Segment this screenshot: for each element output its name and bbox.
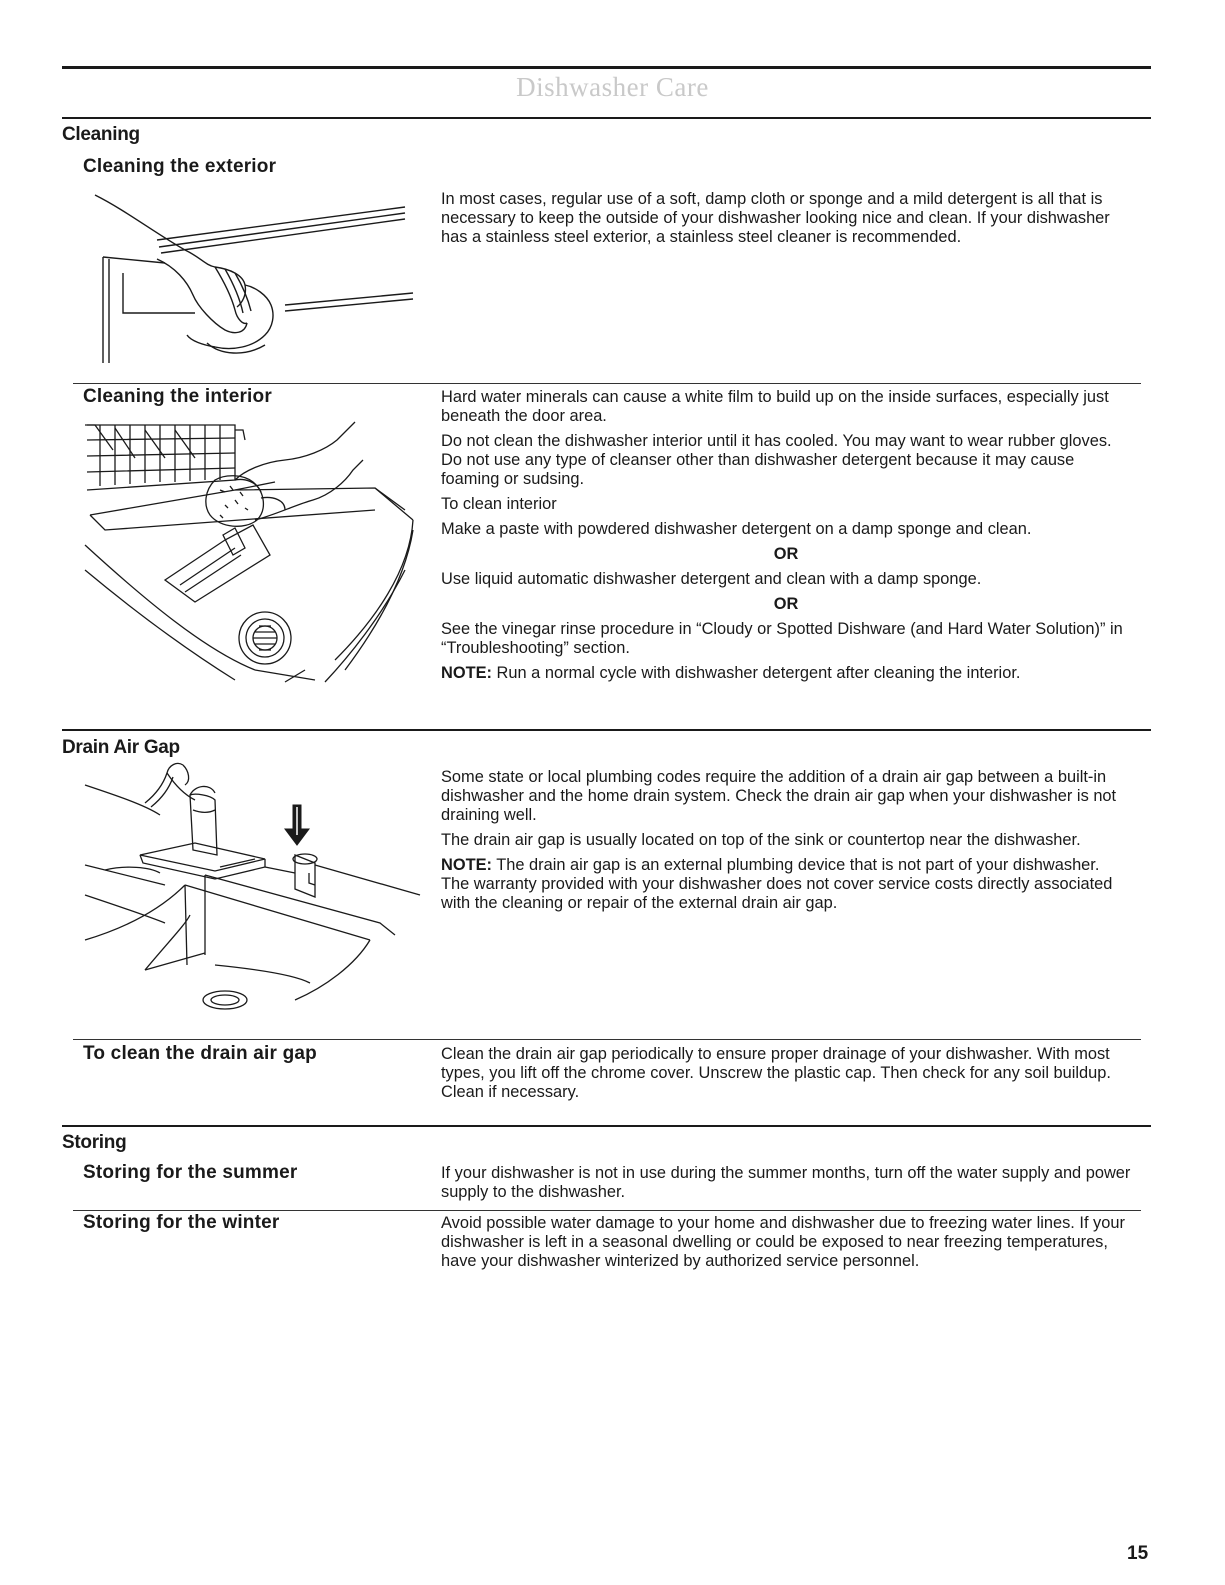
cleaning-interior-heading: Cleaning the interior <box>83 386 272 407</box>
storing-winter-paragraph: Avoid possible water damage to your home and dishwasher due to freezing water lines. If your dishwasher is left in a seasonal dwelling or could be exposed to near freezing temperatures, have your dishwasher winterized by authorized service personnel. <box>441 1214 1125 1270</box>
interior-paragraph-5: Use liquid automatic dishwasher detergent and clean with a damp sponge. <box>441 570 982 588</box>
interior-cleaning-illustration <box>85 420 415 690</box>
interior-paragraph-1: Hard water minerals can cause a white film to build up on the inside surfaces, especially just beneath the door area. <box>441 388 1109 425</box>
exterior-paragraph: In most cases, regular use of a soft, damp cloth or sponge and a mild detergent is all that is necessary to keep the outside of your dishwasher looking nice and clean. If your dishwasher has a stainless steel exterior, a stainless steel cleaner is recommended. <box>441 190 1110 246</box>
cleaning-interior-text <box>441 388 1131 689</box>
drain-paragraph-1: Some state or local plumbing codes require the addition of a drain air gap between a built-in dishwasher and the home drain system. Check the drain air gap when your dishwasher is not draining well. <box>441 768 1117 824</box>
interior-paragraph-4: Make a paste with powdered dishwasher detergent on a damp sponge and clean. <box>441 520 1032 538</box>
header-bottom-rule <box>62 117 1151 119</box>
storing-summer-heading: Storing for the summer <box>83 1162 298 1183</box>
storing-summer-text <box>441 1164 1131 1208</box>
drain-air-gap-text <box>441 768 1131 919</box>
interior-note-text: Run a normal cycle with dishwasher detergent after cleaning the interior. <box>492 664 1021 682</box>
storing-winter-text <box>441 1214 1131 1277</box>
drain-note-label: NOTE: <box>441 856 492 874</box>
page-title: Dishwasher Care <box>516 72 709 102</box>
interior-paragraph-6: See the vinegar rinse procedure in “Cloudy or Spotted Dishware (and Hard Water Solution)” in “Troubleshooting” section. <box>441 620 1123 657</box>
drain-air-gap-illustration <box>85 755 420 1020</box>
drain-air-gap-heading: Drain Air Gap <box>62 737 180 758</box>
storing-summer-paragraph: If your dishwasher is not in use during the summer months, turn off the water supply and power supply to the dishwasher. <box>441 1164 1131 1201</box>
drain-air-gap-rule <box>62 729 1151 731</box>
header-top-rule <box>62 66 1151 69</box>
storing-rule <box>62 1125 1151 1127</box>
page-number: 15 <box>1127 1543 1149 1564</box>
drain-note-text: The drain air gap is an external plumbing device that is not part of your dishwasher. The warranty provided with your dishwasher does not cover service costs directly associated with the cleaning or repair of the external drain air gap. <box>441 856 1113 912</box>
cleaning-exterior-text <box>441 190 1131 253</box>
interior-or-1: OR <box>773 545 799 563</box>
drain-note <box>441 856 1131 913</box>
interior-note <box>441 664 1131 683</box>
drain-clean-text <box>441 1045 1131 1108</box>
interior-note-label: NOTE: <box>441 664 492 682</box>
drain-paragraph-2: The drain air gap is usually located on top of the sink or countertop near the dishwasher. <box>441 831 1081 849</box>
storing-winter-rule <box>73 1210 1141 1211</box>
drain-clean-heading: To clean the drain air gap <box>83 1043 317 1064</box>
cleaning-heading: Cleaning <box>62 124 140 145</box>
interior-or-2: OR <box>773 595 799 613</box>
storing-heading: Storing <box>62 1132 127 1153</box>
interior-rule <box>73 383 1141 384</box>
interior-paragraph-2: Do not clean the dishwasher interior until it has cooled. You may want to wear rubber gloves. Do not use any type of cleanser other than dishwasher detergent because it may cause foaming or sudsing. <box>441 432 1112 488</box>
drain-clean-paragraph: Clean the drain air gap periodically to ensure proper drainage of your dishwasher. With most types, you lift off the chrome cover. Unscrew the plastic cap. Then check for any soil buildup. Clean if necessary. <box>441 1045 1111 1101</box>
cleaning-exterior-heading: Cleaning the exterior <box>83 156 277 177</box>
exterior-cleaning-illustration <box>95 195 425 365</box>
interior-paragraph-3: To clean interior <box>441 495 557 513</box>
storing-winter-heading: Storing for the winter <box>83 1212 280 1233</box>
drain-clean-rule <box>73 1039 1141 1040</box>
